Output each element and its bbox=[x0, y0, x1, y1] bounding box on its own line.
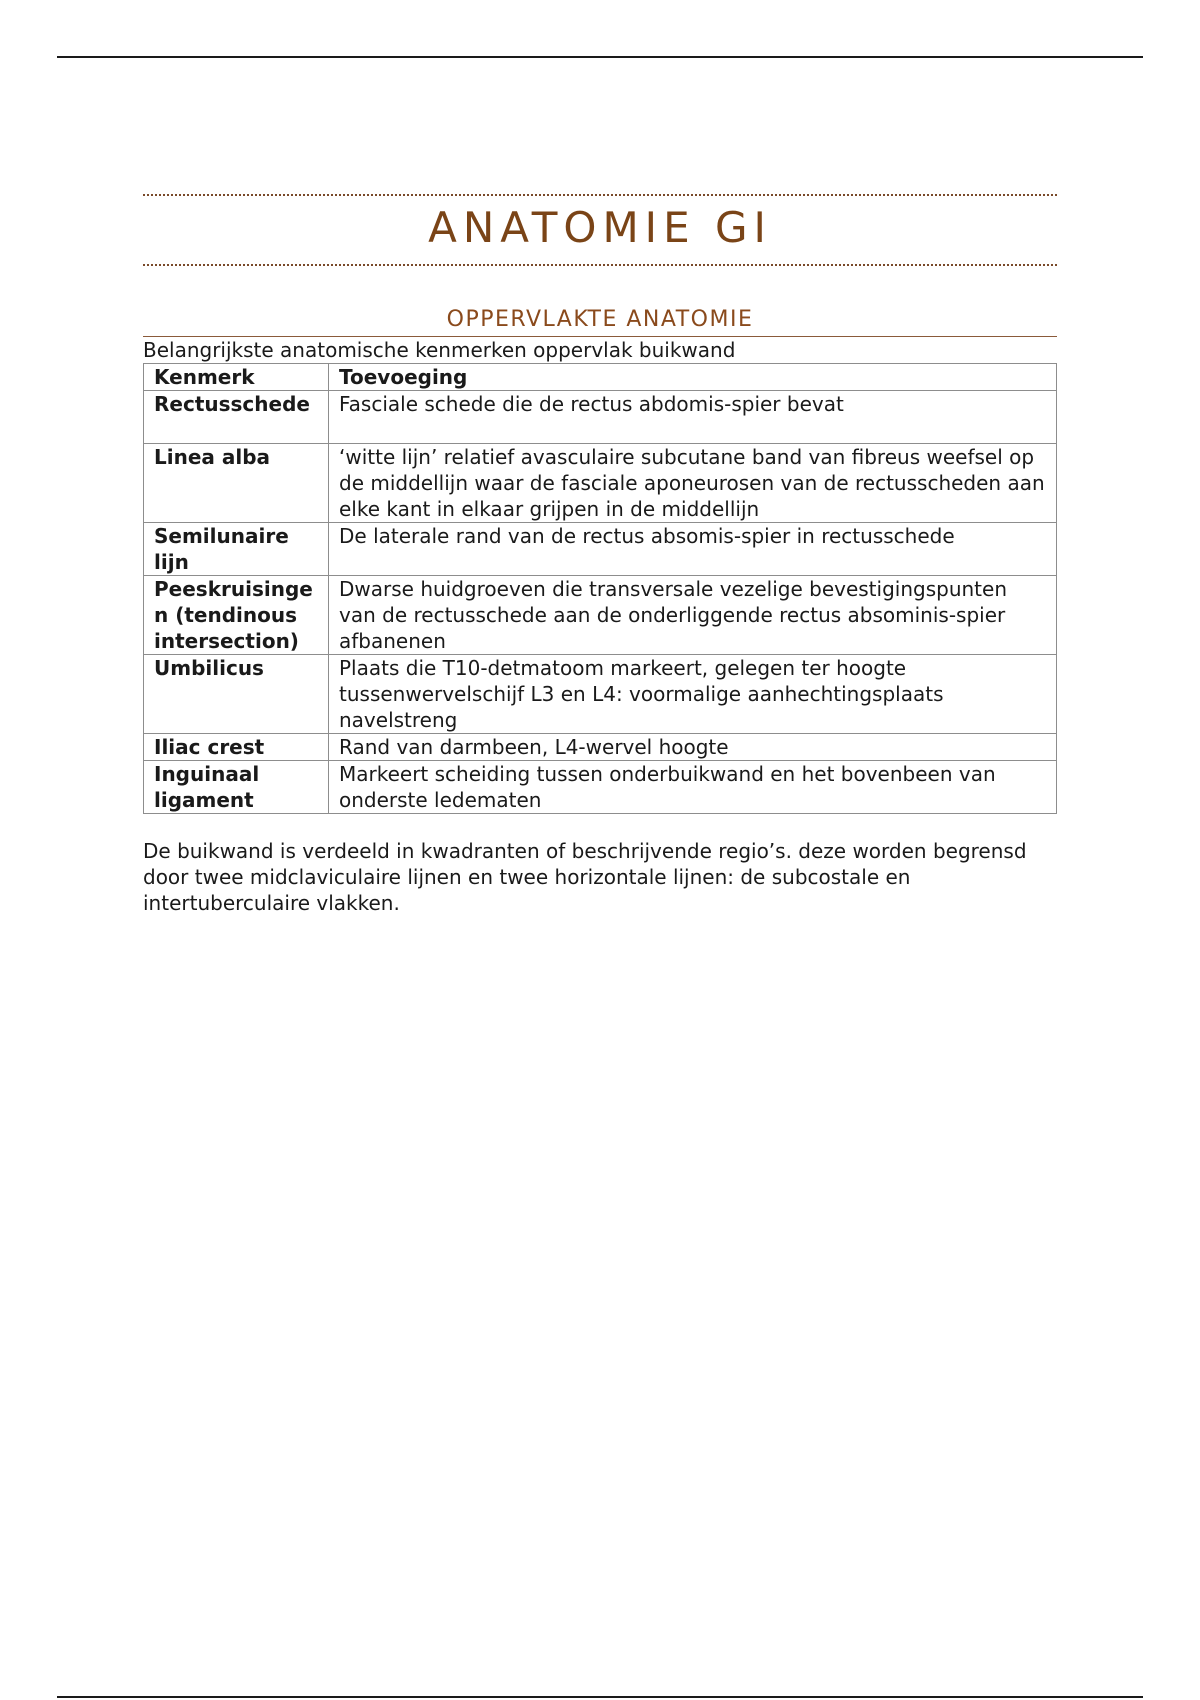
page-content bbox=[143, 194, 1057, 916]
section-heading: OPPERVLAKTE ANATOMIE bbox=[143, 306, 1057, 337]
table-row bbox=[144, 576, 1057, 655]
row-toevoeging: ‘witte lijn’ relatief avasculaire subcutane band van fibreus weefsel op de middellijn waar de fasciale aponeurosen van de rectusscheden aan elke kant in elkaar grijpen in de middellijn bbox=[329, 444, 1057, 523]
table-header-row bbox=[144, 364, 1057, 391]
row-kenmerk: Semilunaire lijn bbox=[144, 523, 329, 576]
row-kenmerk: Rectusschede bbox=[144, 391, 329, 444]
header-kenmerk: Kenmerk bbox=[144, 364, 329, 391]
table-intro: Belangrijkste anatomische kenmerken oppervlak buikwand bbox=[143, 338, 736, 362]
row-kenmerk: Umbilicus bbox=[144, 655, 329, 734]
row-toevoeging: Plaats die T10-detmatoom markeert, gelegen ter hoogte tussenwervelschijf L3 en L4: voormalige aanhechtingsplaats navelstreng bbox=[329, 655, 1057, 734]
table-row bbox=[144, 444, 1057, 523]
body-paragraph: De buikwand is verdeeld in kwadranten of beschrijvende regio’s. deze worden begrensd door twee midclaviculaire lijnen en twee horizontale lijnen: de subcostale en intertuberculaire vlakken. bbox=[143, 839, 1027, 915]
row-kenmerk: Peeskruisingen (tendinous intersection) bbox=[144, 576, 329, 655]
table-row bbox=[144, 761, 1057, 814]
row-toevoeging: De laterale rand van de rectus absomis-spier in rectusschede bbox=[329, 523, 1057, 576]
features-table bbox=[143, 363, 1057, 814]
header-toevoeging: Toevoeging bbox=[329, 364, 1057, 391]
row-toevoeging: Dwarse huidgroeven die transversale vezelige bevestigingspunten van de rectusschede aan de onderliggende rectus absominis-spier afbanenen bbox=[329, 576, 1057, 655]
table-row bbox=[144, 523, 1057, 576]
header-rule bbox=[57, 56, 1143, 58]
table-row bbox=[144, 391, 1057, 444]
table-row bbox=[144, 734, 1057, 761]
footer-rule bbox=[57, 1696, 1143, 1698]
row-kenmerk: Linea alba bbox=[144, 444, 329, 523]
row-toevoeging: Markeert scheiding tussen onderbuikwand en het bovenbeen van onderste ledematen bbox=[329, 761, 1057, 814]
row-toevoeging: Fasciale schede die de rectus abdomis-spier bevat bbox=[329, 391, 1057, 444]
row-kenmerk: Iliac crest bbox=[144, 734, 329, 761]
document-title: ANATOMIE GI bbox=[428, 203, 772, 252]
title-block bbox=[143, 194, 1057, 266]
row-kenmerk: Inguinaal ligament bbox=[144, 761, 329, 814]
table-row bbox=[144, 655, 1057, 734]
row-toevoeging: Rand van darmbeen, L4-wervel hoogte bbox=[329, 734, 1057, 761]
